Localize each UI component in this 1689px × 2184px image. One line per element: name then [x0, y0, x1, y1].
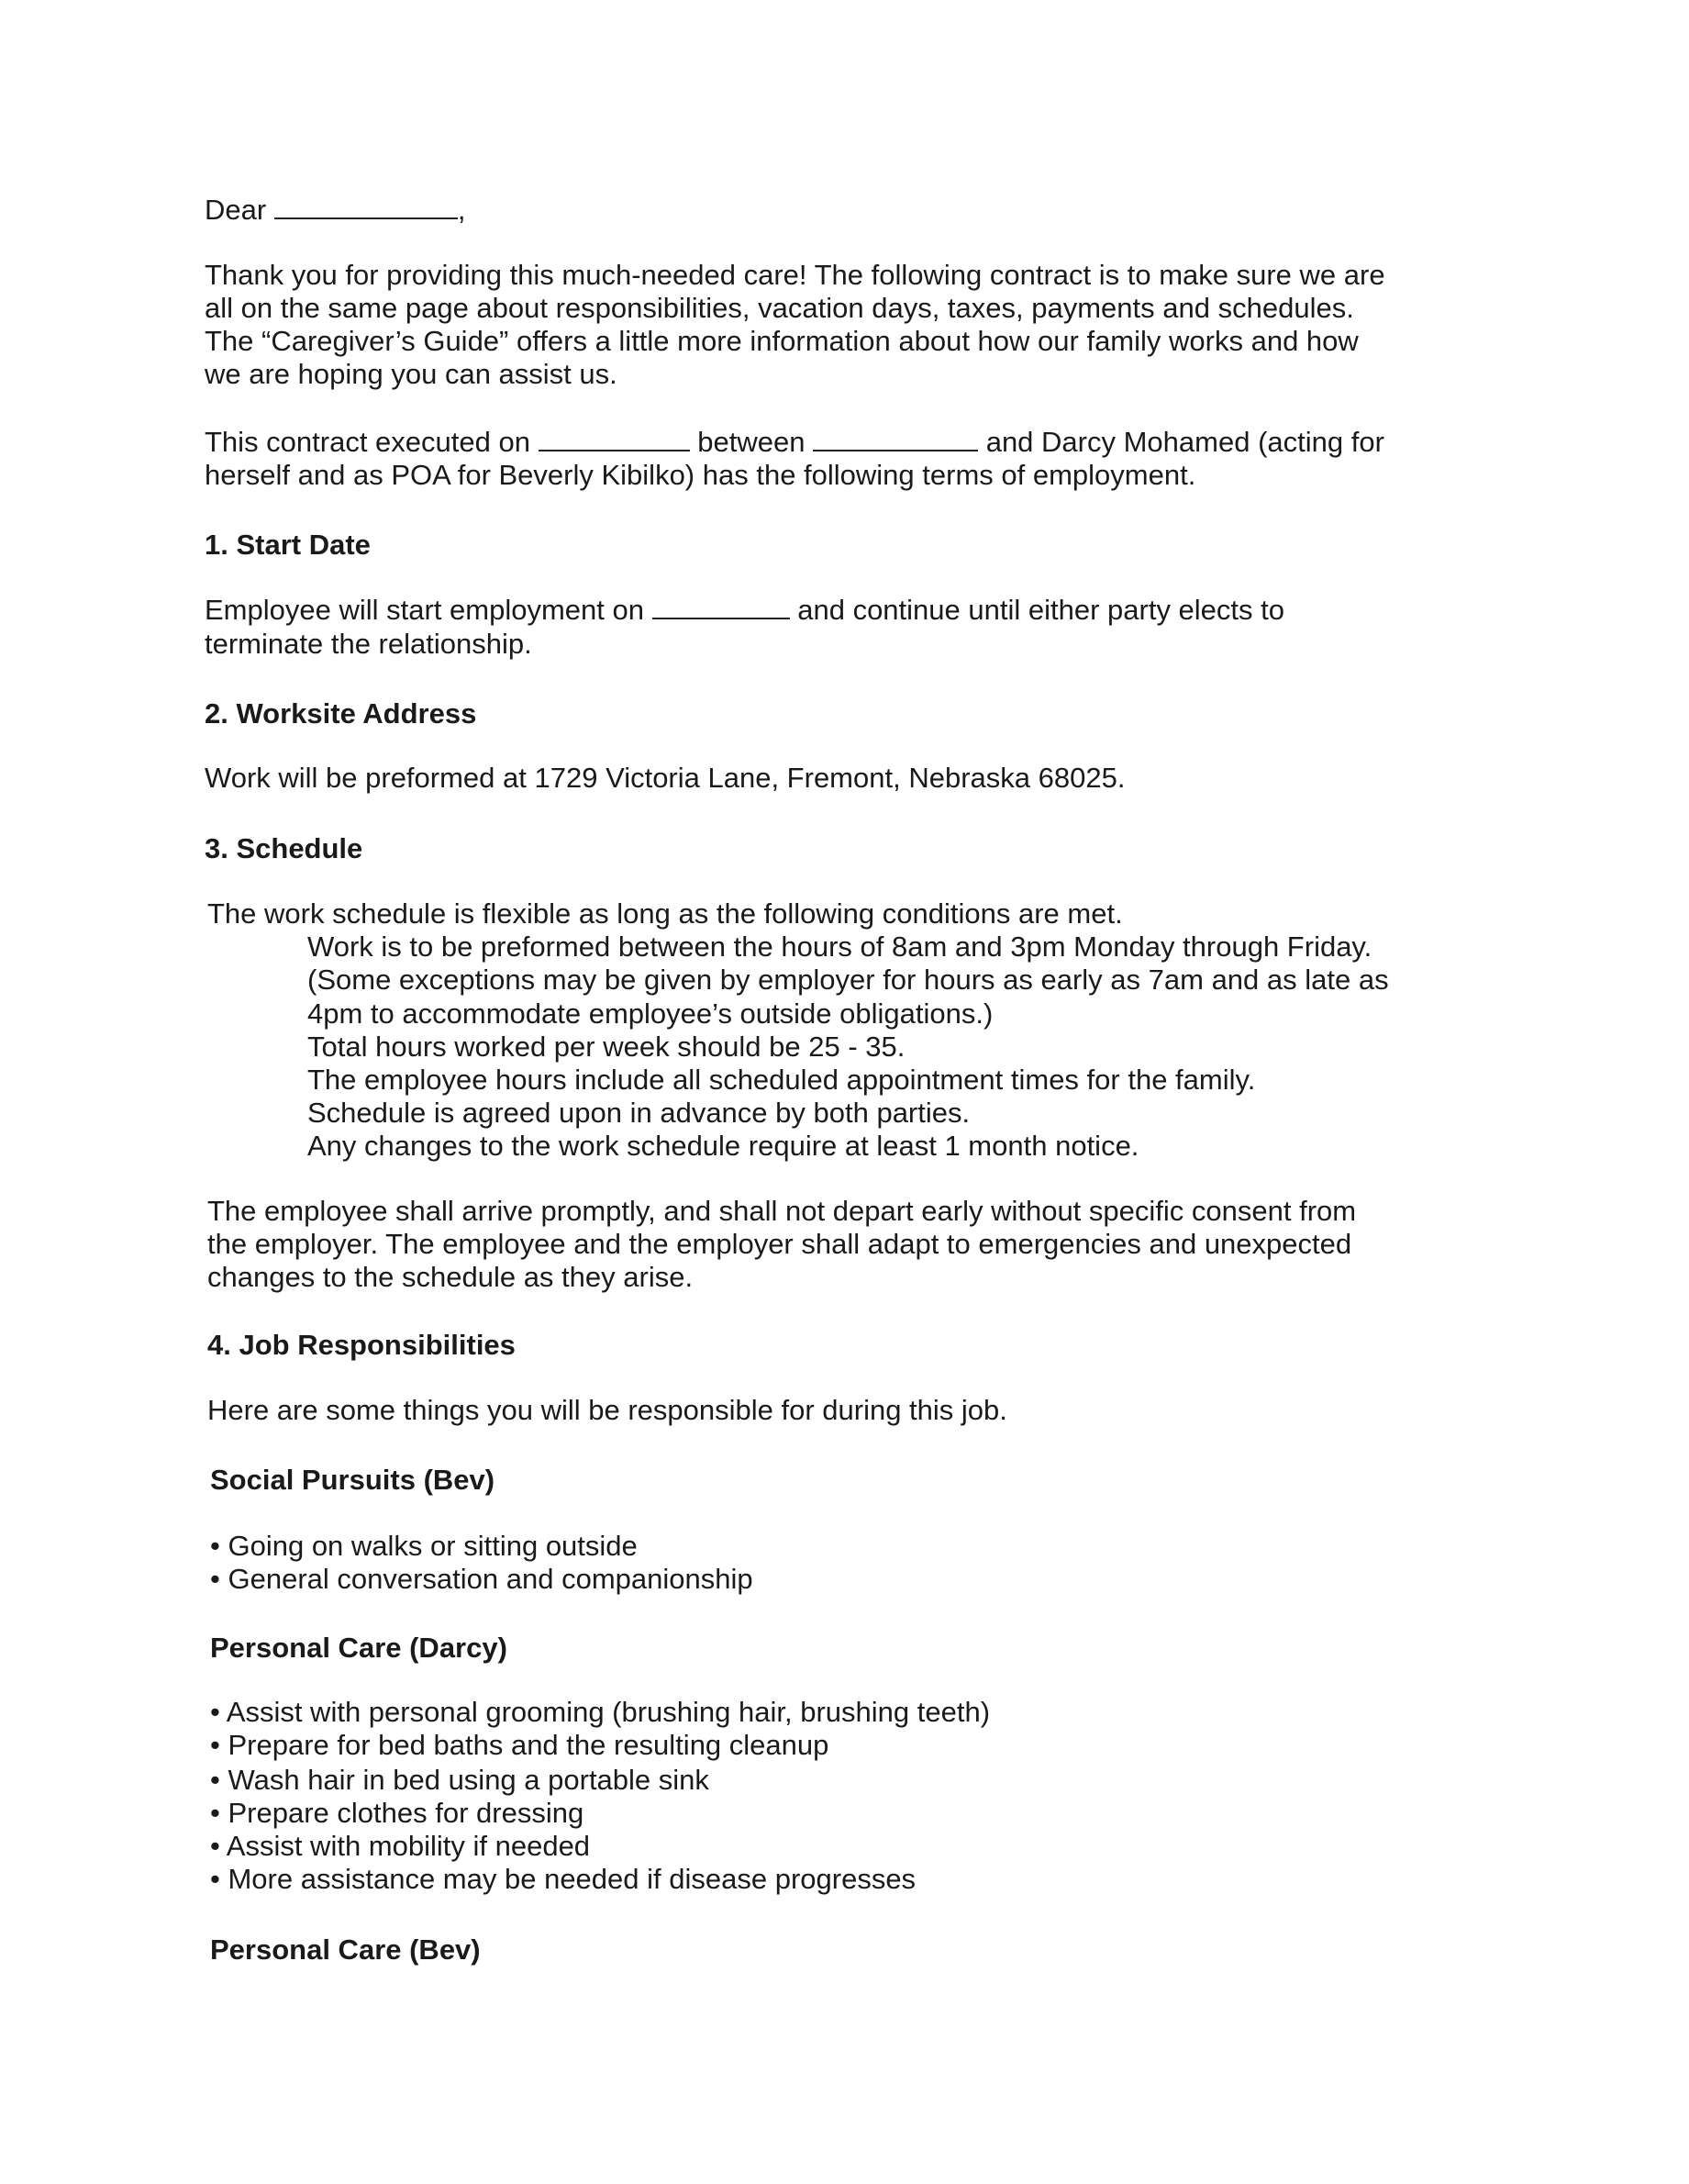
- section-heading: 3. Schedule: [205, 832, 363, 864]
- responsibilities-intro: Here are some things you will be responsible for during this job.: [207, 1394, 1007, 1426]
- party-blank: [813, 426, 978, 451]
- worksite-text: Work will be preformed at 1729 Victoria Lane, Fremont, Nebraska 68025.: [205, 762, 1126, 794]
- start-date-line: Employee will start employment on and continue until either party elects to: [205, 594, 1285, 626]
- list-item: • Wash hair in bed using a portable sink: [210, 1764, 709, 1796]
- schedule-condition: Schedule is agreed upon in advance by both parties.: [307, 1097, 971, 1129]
- start-date-line: terminate the relationship.: [205, 628, 532, 660]
- schedule-paragraph: changes to the schedule as they arise.: [207, 1261, 694, 1293]
- schedule-condition: Work is to be preformed between the hours of 8am and 3pm Monday through Friday.: [307, 930, 1372, 963]
- list-item: • Prepare for bed baths and the resulting cleanup: [210, 1729, 829, 1761]
- list-item: • Prepare clothes for dressing: [210, 1797, 584, 1829]
- list-item: • Going on walks or sitting outside: [210, 1530, 638, 1562]
- date-blank: [539, 426, 690, 451]
- section-heading: 2. Worksite Address: [205, 697, 477, 730]
- intro-line: Thank you for providing this much-needed care! The following contract is to make sure we are: [205, 259, 1385, 291]
- list-item: • Assist with personal grooming (brushing hair, brushing teeth): [210, 1696, 991, 1728]
- intro-line: all on the same page about responsibilities, vacation days, taxes, payments and schedules.: [205, 292, 1354, 324]
- subheading-care-bev: Personal Care (Bev): [210, 1933, 481, 1966]
- start-date-blank: [652, 594, 790, 619]
- schedule-condition: 4pm to accommodate employee’s outside obligations.): [307, 997, 994, 1030]
- subheading-care-darcy: Personal Care (Darcy): [210, 1632, 507, 1664]
- schedule-intro: The work schedule is flexible as long as the following conditions are met.: [207, 897, 1123, 930]
- schedule-paragraph: the employer. The employee and the employer shall adapt to emergencies and unexpected: [207, 1228, 1352, 1260]
- greeting: Dear ,: [205, 194, 466, 226]
- recipient-blank: [274, 194, 458, 219]
- schedule-paragraph: The employee shall arrive promptly, and shall not depart early without specific consent from: [207, 1195, 1357, 1227]
- list-item: • General conversation and companionship: [210, 1563, 753, 1595]
- schedule-condition: (Some exceptions may be given by employer for hours as early as 7am and as late as: [307, 964, 1389, 996]
- intro-line: The “Caregiver’s Guide” offers a little more information about how our family works and how: [205, 325, 1359, 357]
- contract-line: This contract executed on between and Darcy Mohamed (acting for: [205, 426, 1384, 458]
- schedule-condition: Total hours worked per week should be 25 - 35.: [307, 1031, 906, 1063]
- list-item: • More assistance may be needed if disease progresses: [210, 1863, 917, 1895]
- section-heading: 4. Job Responsibilities: [207, 1329, 516, 1361]
- intro-line: we are hoping you can assist us.: [205, 358, 617, 390]
- subheading-social: Social Pursuits (Bev): [210, 1464, 495, 1496]
- section-heading: 1. Start Date: [205, 529, 371, 561]
- contract-line: herself and as POA for Beverly Kibilko) has the following terms of employment.: [205, 459, 1196, 491]
- schedule-condition: The employee hours include all scheduled appointment times for the family.: [307, 1064, 1256, 1096]
- schedule-condition: Any changes to the work schedule require at least 1 month notice.: [307, 1130, 1139, 1162]
- list-item: • Assist with mobility if needed: [210, 1830, 591, 1862]
